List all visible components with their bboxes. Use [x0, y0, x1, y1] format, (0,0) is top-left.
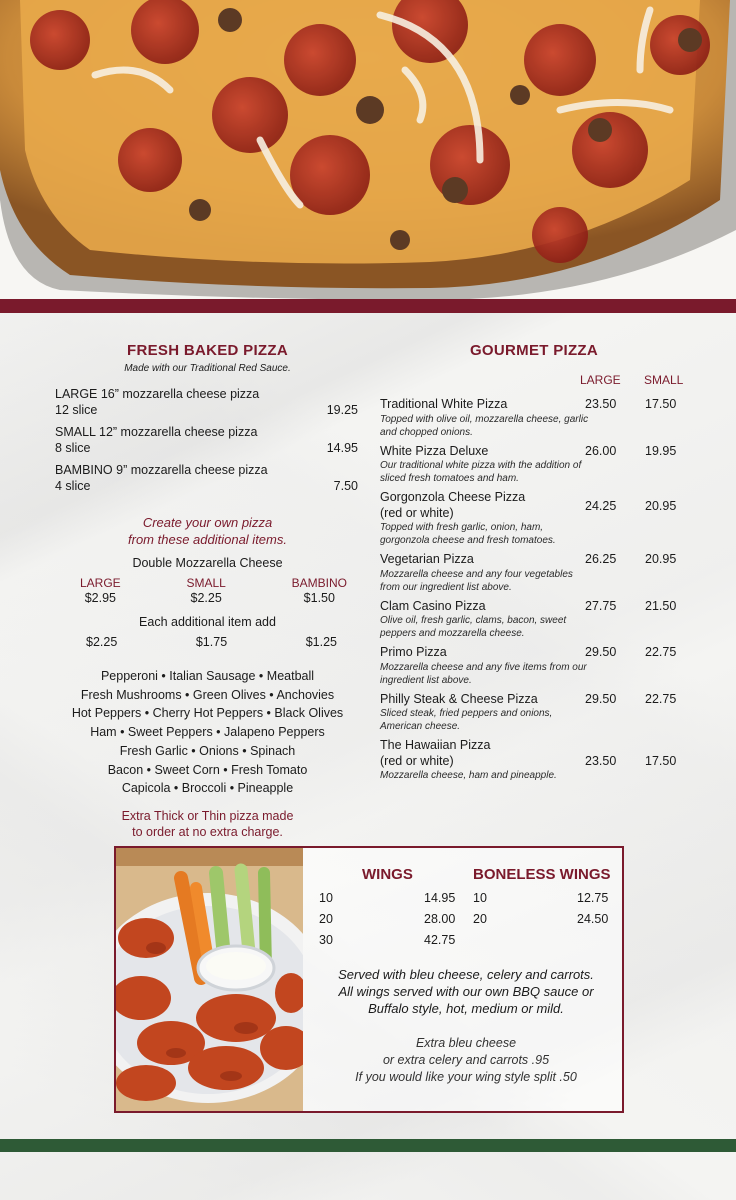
- gourmet-item: [380, 444, 700, 486]
- wings-price: 28.00: [424, 912, 456, 926]
- gourmet-item: [380, 738, 700, 782]
- each-additional-prices: [50, 635, 365, 649]
- fresh-pizza-title: FRESH BAKED PIZZA: [127, 342, 288, 359]
- additional-price: $1.25: [305, 635, 337, 649]
- price-small: 22.75: [645, 691, 677, 706]
- gourmet-item-name: White Pizza Deluxe: [380, 443, 489, 458]
- price-large: 27.75: [585, 598, 617, 613]
- pizza-size-price: 7.50: [333, 479, 358, 493]
- size-label: LARGE: [80, 576, 121, 590]
- price-small: 20.95: [645, 499, 677, 513]
- toppings-line: Fresh Garlic • Onions • Spinach: [119, 743, 296, 758]
- toppings-line: Hot Peppers • Cherry Hot Peppers • Black Olives: [71, 706, 344, 721]
- toppings-line: Pepperoni • Italian Sausage • Meatball: [100, 669, 315, 683]
- fresh-baked-pizza-section: [50, 342, 365, 840]
- boneless-count: 20: [473, 912, 487, 926]
- extra-line: or extra celery and carrots .95: [382, 1053, 550, 1067]
- hero-pizza-image: [0, 0, 736, 300]
- price-large: 29.50: [585, 645, 617, 659]
- gourmet-item-desc: Our traditional white pizza with the addition of sliced fresh tomatoes and ham.: [380, 460, 582, 484]
- create-your-own-heading: [50, 514, 365, 548]
- gourmet-item: [380, 692, 700, 734]
- size-price-cell: [80, 576, 121, 606]
- price-large: 23.50: [585, 754, 617, 768]
- pizza-size-list: [50, 386, 365, 494]
- gourmet-item-desc: Olive oil, fresh garlic, clams, bacon, sweet peppers and mozzarella cheese.: [380, 615, 567, 639]
- served-line: Buffalo style, hot, medium or mild.: [368, 1001, 564, 1016]
- boneless-price: 12.75: [577, 891, 609, 905]
- gourmet-item-name: Vegetarian Pizza: [380, 552, 474, 566]
- pizza-size-price: 19.25: [326, 403, 358, 417]
- gourmet-item-name-2: (red or white): [380, 505, 454, 520]
- gourmet-item-desc: Mozzarella cheese, ham and pineapple.: [380, 770, 557, 781]
- pizza-size-name: SMALL 12” mozzarella cheese pizza: [55, 425, 258, 439]
- toppings-line: Bacon • Sweet Corn • Fresh Tomato: [107, 762, 308, 777]
- boneless-price: 24.50: [577, 912, 609, 926]
- pizza-size-name: BAMBINO 9” mozzarella cheese pizza: [55, 463, 268, 477]
- gourmet-item-desc: Mozzarella cheese and any five items from our ingredient list above.: [380, 661, 587, 686]
- thick-line-2: to order at no extra charge.: [132, 824, 283, 839]
- served-line: All wings served with our own BBQ sauce or: [338, 984, 594, 999]
- double-cheese-label: Double Mozzarella Cheese: [132, 556, 283, 570]
- size-label: SMALL: [186, 576, 226, 590]
- toppings-line: Fresh Mushrooms • Green Olives • Anchovies: [80, 687, 335, 702]
- pizza-size-item: [50, 462, 365, 494]
- size-price: $1.50: [303, 591, 335, 605]
- size-price-cell: [186, 576, 225, 606]
- pizza-size-name: LARGE 16” mozzarella cheese pizza: [55, 387, 260, 401]
- price-small: 17.50: [645, 754, 677, 768]
- additional-price: $1.75: [195, 635, 228, 649]
- size-price: $2.25: [190, 591, 222, 605]
- gourmet-item-name: Clam Casino Pizza: [380, 598, 486, 613]
- wings-count: 30: [319, 933, 333, 947]
- fresh-pizza-subtitle: Made with our Traditional Red Sauce.: [124, 363, 291, 374]
- gourmet-item: [380, 490, 700, 547]
- gourmet-pizza-title: GOURMET PIZZA: [469, 342, 599, 359]
- top-maroon-bar: [0, 299, 736, 313]
- gourmet-item-name: Primo Pizza: [380, 645, 447, 659]
- additional-price: $2.25: [86, 635, 118, 649]
- price-small: 17.50: [645, 397, 677, 411]
- thick-line-1: Extra Thick or Thin pizza made: [121, 808, 294, 823]
- wings-price: 42.75: [424, 933, 456, 947]
- pizza-size-item: [50, 424, 365, 456]
- column-small: SMALL: [644, 373, 684, 387]
- wings-photo: [116, 848, 303, 1111]
- wings-extra-note: [316, 1035, 616, 1086]
- thick-thin-note: [50, 808, 365, 840]
- gourmet-item: [380, 599, 700, 641]
- price-large: 24.25: [585, 499, 617, 513]
- price-large: 23.50: [585, 397, 617, 411]
- wings-count: 20: [319, 912, 333, 926]
- served-line: Served with bleu cheese, celery and carrots.: [338, 967, 594, 982]
- pizza-size-slices: 12 slice: [55, 403, 98, 417]
- each-additional-label: Each additional item add: [139, 615, 276, 629]
- toppings-line: Capicola • Broccoli • Pineapple: [121, 781, 294, 796]
- gourmet-item-name: The Hawaiian Pizza: [380, 738, 491, 752]
- column-large: LARGE: [580, 373, 621, 387]
- price-small: 22.75: [645, 645, 677, 659]
- price-large: 26.25: [585, 552, 617, 566]
- size-price-cell: [292, 576, 347, 606]
- gourmet-item-desc: Sliced steak, fried peppers and onions, American cheese.: [380, 708, 553, 732]
- price-large: 26.00: [585, 443, 617, 458]
- create-line-2: from these additional items.: [128, 532, 287, 547]
- gourmet-item-name: Gorgonzola Cheese Pizza: [380, 490, 526, 504]
- gourmet-pizza-section: [380, 342, 700, 782]
- extra-line: Extra bleu cheese: [415, 1036, 517, 1050]
- gourmet-item-name-2: (red or white): [380, 753, 454, 768]
- wings-title: WINGS: [362, 866, 413, 883]
- wings-served-note: [316, 966, 616, 1017]
- boneless-count: 10: [473, 891, 487, 905]
- gourmet-item-name: Philly Steak & Cheese Pizza: [380, 691, 538, 706]
- gourmet-column-headers: [380, 373, 700, 391]
- gourmet-item: [380, 552, 700, 594]
- wings-box: [114, 846, 624, 1113]
- pizza-size-price: 14.95: [326, 441, 358, 455]
- price-small: 20.95: [645, 552, 677, 566]
- create-line-1: Create your own pizza: [142, 515, 273, 530]
- gourmet-item-desc: Mozzarella cheese and any four vegetables from our ingredient list above.: [380, 568, 573, 593]
- gourmet-item-desc: Topped with olive oil, mozzarella cheese, garlic and chopped onions.: [380, 413, 589, 438]
- size-label: BAMBINO: [291, 576, 347, 590]
- gourmet-item: [380, 397, 700, 439]
- gourmet-item: [380, 645, 700, 687]
- extra-line: If you would like your wing style split .50: [355, 1070, 577, 1084]
- double-cheese-prices: [50, 576, 365, 606]
- pizza-size-slices: 8 slice: [55, 441, 91, 455]
- price-small: 19.95: [645, 443, 677, 458]
- size-price: $2.95: [84, 591, 116, 605]
- pizza-size-item: [50, 386, 365, 418]
- gourmet-item-name: Traditional White Pizza: [380, 397, 508, 411]
- wings-count: 10: [319, 891, 333, 905]
- bottom-green-bar: [0, 1139, 736, 1152]
- pizza-size-slices: 4 slice: [55, 479, 91, 493]
- price-large: 29.50: [585, 691, 617, 706]
- wings-price: 14.95: [424, 891, 456, 905]
- toppings-list: [50, 667, 365, 798]
- price-small: 21.50: [645, 598, 677, 613]
- boneless-wings-title: BONELESS WINGS: [473, 866, 611, 883]
- gourmet-item-desc: Topped with fresh garlic, onion, ham, gorgonzola cheese and fresh tomatoes.: [380, 522, 556, 546]
- toppings-line: Ham • Sweet Peppers • Jalapeno Peppers: [90, 725, 325, 740]
